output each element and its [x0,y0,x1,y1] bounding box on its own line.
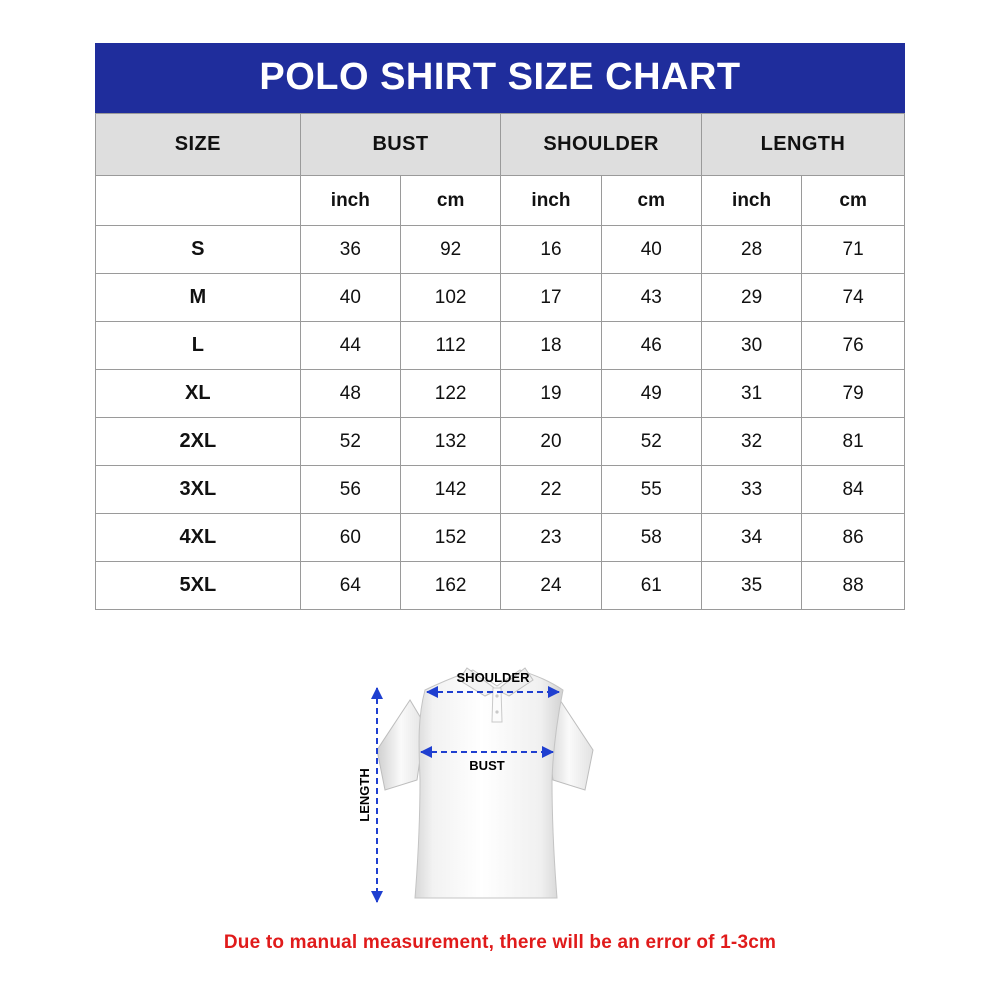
group-header-shoulder: SHOULDER [501,114,702,176]
label-length: LENGTH [357,768,372,822]
cell-bust-inch: 48 [300,370,400,418]
cell-bust-cm: 122 [400,370,500,418]
cell-length-cm: 79 [802,370,905,418]
cell-bust-cm: 132 [400,418,500,466]
cell-bust-cm: 92 [400,226,500,274]
table-row [96,514,905,562]
cell-bust-inch: 44 [300,322,400,370]
cell-shoulder-inch: 16 [501,226,601,274]
cell-bust-cm: 162 [400,562,500,610]
table-row [96,562,905,610]
cell-bust-inch: 52 [300,418,400,466]
cell-shoulder-cm: 43 [601,274,701,322]
cell-size: L [96,322,301,370]
size-chart-container [95,43,905,610]
shirt-illustration [377,668,593,898]
cell-bust-inch: 36 [300,226,400,274]
cell-shoulder-cm: 58 [601,514,701,562]
cell-shoulder-cm: 46 [601,322,701,370]
cell-bust-inch: 40 [300,274,400,322]
cell-length-inch: 33 [701,466,801,514]
cell-size: 2XL [96,418,301,466]
cell-shoulder-cm: 61 [601,562,701,610]
table-units-row [96,176,905,226]
units-length-cm: cm [802,176,905,226]
cell-size: XL [96,370,301,418]
cell-length-inch: 29 [701,274,801,322]
cell-shoulder-cm: 49 [601,370,701,418]
table-group-header-row [96,114,905,176]
cell-bust-inch: 56 [300,466,400,514]
cell-shoulder-inch: 22 [501,466,601,514]
cell-bust-inch: 60 [300,514,400,562]
cell-length-inch: 31 [701,370,801,418]
units-bust-inch: inch [300,176,400,226]
measurement-note: Due to manual measurement, there will be an error of 1-3cm [223,932,777,953]
cell-length-cm: 74 [802,274,905,322]
cell-size: 5XL [96,562,301,610]
cell-bust-cm: 142 [400,466,500,514]
units-shoulder-inch: inch [501,176,601,226]
cell-length-cm: 71 [802,226,905,274]
label-shoulder: SHOULDER [456,670,530,685]
cell-length-cm: 88 [802,562,905,610]
cell-size: 3XL [96,466,301,514]
cell-shoulder-inch: 24 [501,562,601,610]
size-chart-table [95,113,905,610]
cell-shoulder-inch: 23 [501,514,601,562]
cell-bust-cm: 152 [400,514,500,562]
cell-size: 4XL [96,514,301,562]
units-length-inch: inch [701,176,801,226]
cell-length-inch: 35 [701,562,801,610]
table-row [96,226,905,274]
cell-shoulder-inch: 18 [501,322,601,370]
cell-bust-cm: 112 [400,322,500,370]
table-row [96,370,905,418]
units-blank [96,176,301,226]
cell-length-inch: 30 [701,322,801,370]
polo-shirt-diagram [355,630,645,920]
table-row [96,274,905,322]
cell-shoulder-cm: 40 [601,226,701,274]
label-bust: BUST [469,758,505,773]
table-row [96,322,905,370]
cell-bust-inch: 64 [300,562,400,610]
group-header-bust: BUST [300,114,501,176]
group-header-length: LENGTH [701,114,904,176]
cell-size: S [96,226,301,274]
cell-length-cm: 81 [802,418,905,466]
cell-length-cm: 84 [802,466,905,514]
cell-bust-cm: 102 [400,274,500,322]
cell-shoulder-inch: 17 [501,274,601,322]
cell-length-inch: 28 [701,226,801,274]
table-row [96,466,905,514]
units-bust-cm: cm [400,176,500,226]
units-shoulder-cm: cm [601,176,701,226]
cell-length-inch: 34 [701,514,801,562]
cell-shoulder-cm: 52 [601,418,701,466]
table-row [96,418,905,466]
page-title: POLO SHIRT SIZE CHART [95,43,905,113]
cell-length-inch: 32 [701,418,801,466]
cell-shoulder-cm: 55 [601,466,701,514]
group-header-size: SIZE [96,114,301,176]
cell-shoulder-inch: 20 [501,418,601,466]
cell-length-cm: 76 [802,322,905,370]
cell-size: M [96,274,301,322]
cell-shoulder-inch: 19 [501,370,601,418]
cell-length-cm: 86 [802,514,905,562]
